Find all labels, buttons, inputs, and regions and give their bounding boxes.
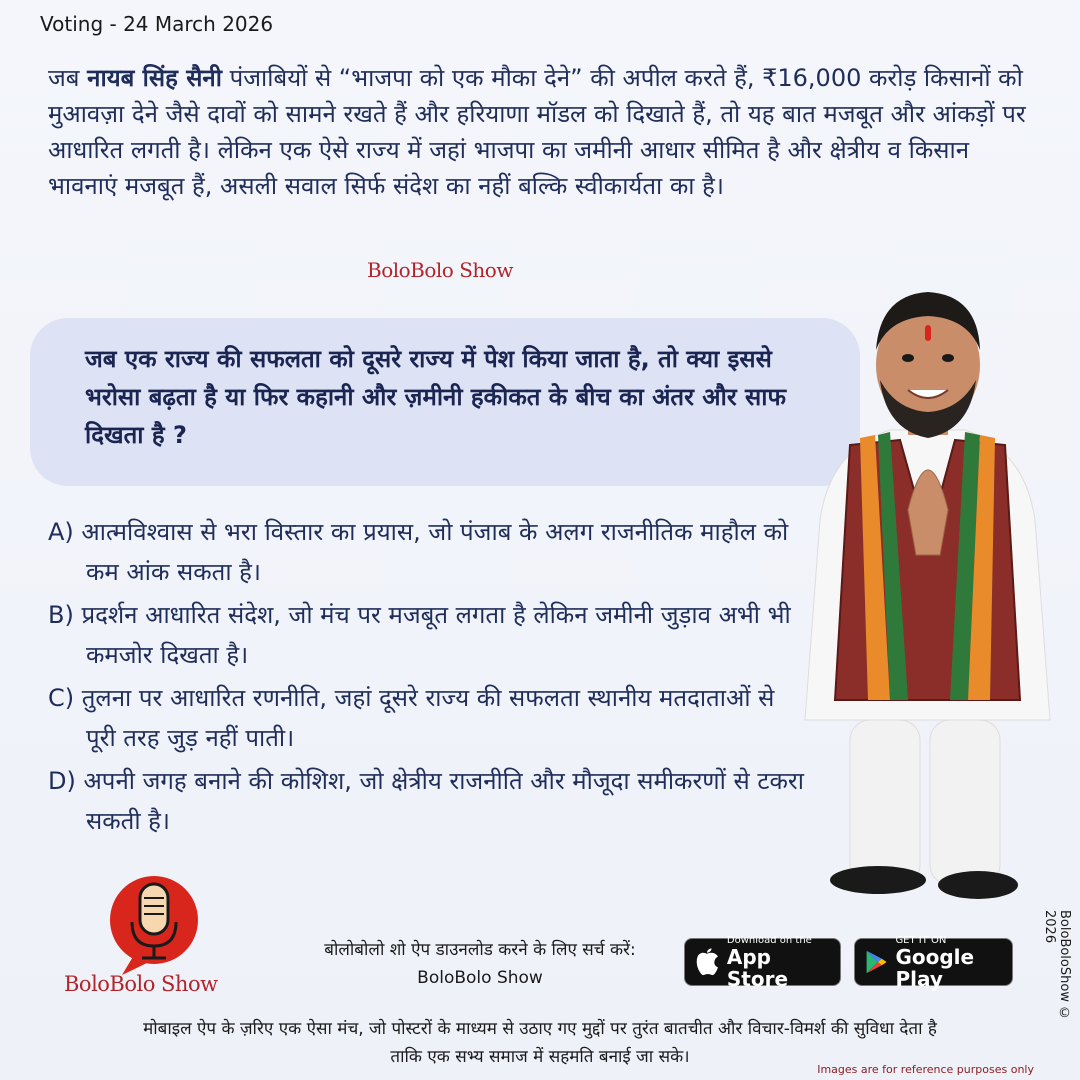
intro-paragraph [48,60,1038,204]
poll-option-d[interactable]: D) अपनी जगह बनाने की कोशिश, जो क्षेत्रीय राजनीति और मौजूदा समीकरणों से टकरा सकती है। [48,767,804,835]
footer-line2: ताकि एक सभ्य समाज में सहमति बनाई जा सके। [390,1047,690,1067]
poll-question: जब एक राज्य की सफलता को दूसरे राज्य में पेश किया जाता है, तो क्या इससे भरोसा बढ़ता है या फिर कहानी और ज़मीनी हकीकत के बीच का अंतर और साफ दिखता है ? [85,345,786,449]
footer-line1: मोबाइल ऐप के ज़रिए एक ऐसा मंच, जो पोस्टरों के माध्यम से उठाए गए मुद्दों पर तुरंत बातचीत और विचार-विमर्श की सुविधा देता है [143,1019,937,1039]
apple-icon [695,947,719,977]
copyright-label: BoloBoloShow © 2026 [1042,910,1072,1022]
app-store-button[interactable] [684,934,841,991]
google-play-icon [865,947,887,977]
app-download-prompt-line2: BoloBolo Show [417,968,543,988]
poll-option-b[interactable]: B) प्रदर्शन आधारित संदेश, जो मंच पर मजबूत लगता है लेकिन जमीनी जुड़ाव अभी भी कमजोर दिखता है। [48,601,791,669]
google-play-button[interactable] [854,934,1013,991]
app-store-big-text: App Store [726,944,789,991]
politician-photo [790,280,1065,910]
poll-options [48,512,808,844]
app-download-prompt [290,936,670,992]
google-play-big-text: Google Play [895,944,975,991]
disclaimer-label: Images are for reference purposes only [817,1063,1034,1076]
intro-before-name: जब [48,64,88,92]
date-label: Voting - 24 March 2026 [40,12,274,36]
poll-option-c[interactable]: C) तुलना पर आधारित रणनीति, जहां दूसरे राज्य की सफलता स्थानीय मतदाताओं से पूरी तरह जुड़ नहीं पाती। [48,684,775,752]
app-download-prompt-line1: बोलोबोलो शो ऐप डाउनलोड करने के लिए सर्च करें: [324,940,636,960]
app-store-small-text: Download on the [726,934,812,946]
google-play-small-text: GET IT ON [895,934,947,946]
intro-body: पंजाबियों से “भाजपा को एक मौका देने” की अपील करते हैं, ₹16,000 करोड़ किसानों को मुआवज़ा देने जैसे दावों को सामने रखते हैं और हरियाणा मॉडल को दिखाते हैं, तो यह बात मजबूत और आंकड़ों पर आधारित लगती है। लेकिन एक ऐसे राज्य में जहां भाजपा का जमीनी आधार सीमित है और क्षेत्रीय व किसान भावनाएं मजबूत हैं, असली सवाल सिर्फ संदेश का नहीं बल्कि स्वीकार्यता का है। [48,64,1026,200]
logo-text: BoloBolo Show [64,972,218,996]
poll-option-a[interactable]: A) आत्मविश्वास से भरा विस्तार का प्रयास, जो पंजाब के अलग राजनीतिक माहौल को कम आंक सकता है। [48,518,789,586]
politician-name: नायब सिंह सैनी [87,64,222,92]
brand-watermark: BoloBolo Show [367,258,513,282]
